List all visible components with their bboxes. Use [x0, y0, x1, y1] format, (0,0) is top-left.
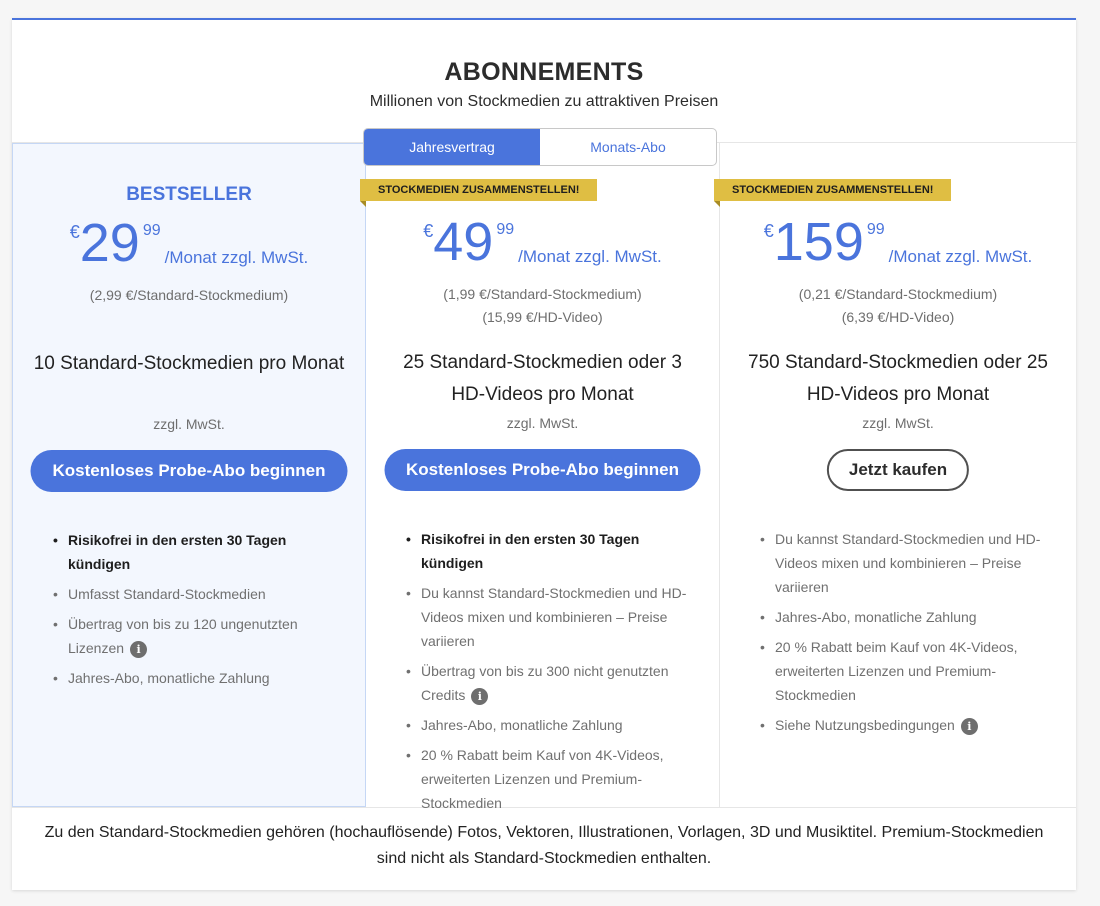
feature-item — [760, 713, 1062, 737]
start-trial-button[interactable]: Kostenloses Probe-Abo beginnen — [31, 450, 348, 492]
tab-monats-abo[interactable]: Monats-Abo — [590, 139, 666, 155]
plan-card-29 — [12, 143, 366, 807]
feature-item: • Risikofrei in den ersten 30 Tagen kündigen — [406, 527, 705, 575]
bestseller-badge: BESTSELLER — [126, 184, 252, 205]
feature-text: Übertrag von bis zu 120 ungenutzten Lizenzen — [68, 616, 298, 656]
vat-note: zzgl. MwSt. — [862, 415, 934, 431]
page-title: ABONNEMENTS — [444, 58, 644, 86]
plan-description: 750 Standard-Stockmedien oder 25 HD-Videos pro Monat — [748, 352, 1048, 405]
price-integer: 159 — [773, 212, 864, 272]
feature-item: • Du kannst Standard-Stockmedien und HD-Videos mixen und kombinieren – Preise variieren — [406, 581, 705, 653]
buy-now-button[interactable]: Jetzt kaufen — [827, 449, 969, 491]
page-subtitle: Millionen von Stockmedien zu attraktiven Preisen — [369, 93, 719, 110]
info-icon[interactable]: i — [130, 641, 147, 658]
feature-item: • Risikofrei in den ersten 30 Tagen kündigen — [53, 528, 351, 576]
unit-price — [720, 283, 1076, 329]
feature-item: • Jahres-Abo, monatliche Zahlung — [53, 666, 351, 690]
feature-item: • 20 % Rabatt beim Kauf von 4K-Videos, erweiterten Lizenzen und Premium-Stockmedien — [406, 743, 705, 815]
price-decimal: 99 — [496, 221, 515, 238]
start-trial-button[interactable]: Kostenloses Probe-Abo beginnen — [384, 449, 701, 491]
subscriptions-panel — [12, 18, 1076, 890]
price-period: /Monat zzgl. MwSt. — [164, 248, 309, 267]
feature-item: • 20 % Rabatt beim Kauf von 4K-Videos, erweiterten Lizenzen und Premium-Stockmedien — [760, 635, 1062, 707]
unit-price-standard: (0,21 €/Standard-Stockmedium) — [798, 286, 998, 302]
plan-description: 25 Standard-Stockmedien oder 3 HD-Videos pro Monat — [403, 352, 682, 405]
ribbon-label: STOCKMEDIEN ZUSAMMENSTELLEN! — [714, 179, 951, 201]
currency-symbol: € — [763, 221, 774, 241]
feature-list — [406, 527, 705, 821]
feature-text: Übertrag von bis zu 300 nicht genutzten Credits — [421, 663, 669, 703]
plan-card-159 — [720, 143, 1076, 807]
feature-item: • Umfasst Standard-Stockmedien — [53, 582, 351, 606]
feature-item — [53, 612, 351, 660]
unit-price — [366, 283, 719, 329]
price-integer: 29 — [79, 213, 140, 273]
unit-price-standard: (2,99 €/Standard-Stockmedium) — [89, 287, 289, 303]
billing-toggle — [363, 128, 717, 166]
tab-jahresvertrag[interactable]: Jahresvertrag — [364, 129, 540, 165]
unit-price-standard: (1,99 €/Standard-Stockmedium) — [443, 286, 642, 302]
plan-price — [366, 211, 719, 273]
feature-item: • Jahres-Abo, monatliche Zahlung — [760, 605, 1062, 629]
vat-note: zzgl. MwSt. — [153, 416, 225, 432]
feature-text: Siehe Nutzungsbedingungen — [775, 717, 955, 733]
feature-item: • Du kannst Standard-Stockmedien und HD-Videos mixen und kombinieren – Preise variieren — [760, 527, 1062, 599]
plan-card-49 — [366, 143, 720, 811]
plan-description: 10 Standard-Stockmedien pro Monat — [33, 353, 345, 374]
footer-note: Zu den Standard-Stockmedien gehören (hochauflösende) Fotos, Vektoren, Illustrationen, Vorlagen, 3D und Musiktitel. Premium-Stockmedien sind nicht als Standard-Stockmedien enthalten. — [44, 824, 1044, 867]
currency-symbol: € — [423, 221, 434, 241]
info-icon[interactable]: i — [471, 688, 488, 705]
unit-price — [13, 284, 365, 307]
price-decimal: 99 — [142, 222, 161, 239]
plan-price — [720, 211, 1076, 273]
info-icon[interactable]: i — [961, 718, 978, 735]
currency-symbol: € — [69, 222, 80, 242]
feature-item — [406, 659, 705, 707]
feature-item: • Jahres-Abo, monatliche Zahlung — [406, 713, 705, 737]
plan-price — [13, 212, 365, 274]
price-period: /Monat zzgl. MwSt. — [888, 247, 1033, 266]
feature-list — [53, 528, 351, 696]
vat-note: zzgl. MwSt. — [506, 415, 579, 431]
ribbon-label: STOCKMEDIEN ZUSAMMENSTELLEN! — [360, 179, 597, 201]
price-period: /Monat zzgl. MwSt. — [518, 247, 662, 266]
price-integer: 49 — [433, 212, 494, 272]
unit-price-video: (15,99 €/HD-Video) — [482, 309, 603, 325]
price-decimal: 99 — [866, 221, 885, 238]
unit-price-video: (6,39 €/HD-Video) — [841, 309, 955, 325]
feature-list — [760, 527, 1062, 743]
